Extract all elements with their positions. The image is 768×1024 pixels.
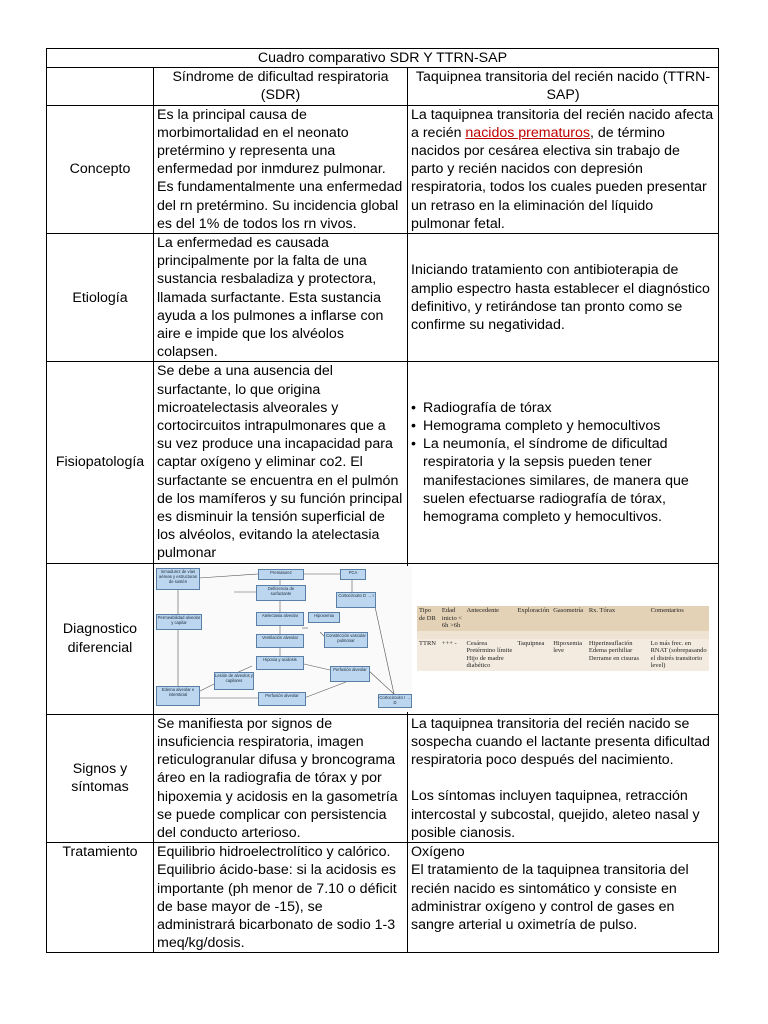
ttrn-paragraph: Oxígeno [411, 844, 465, 861]
flow-box: PCA [340, 569, 366, 580]
mini-header-cell: Antecedente [465, 606, 516, 631]
row-concepto [47, 105, 719, 233]
row-label: Signos y síntomas [47, 714, 154, 842]
mini-header-cell: Tipo de DR [417, 606, 440, 631]
row-signos [47, 714, 719, 842]
empty-header-cell [47, 68, 154, 105]
flow-box: Permeabilidad alveolar y capilar [156, 614, 202, 630]
mini-header-cell: Exploración [515, 606, 551, 631]
flowchart-cell [154, 563, 411, 714]
row-tratamiento [47, 843, 719, 953]
mini-cell: Cesárea Pretérmino límite Hijo de madre diabético [465, 639, 516, 671]
flow-box: Deficiencia de surfactante [256, 585, 306, 601]
ttrn-text-2: , de término nacidos por cesárea electiva sin trabajo de parto y recién nacidos con depresión respiratoria, todos los cuales pueden presentar un retraso en la eliminación del líquido pulmonar fetal. [411, 124, 707, 232]
flow-box: Lesión de alveolos y capilares [214, 672, 254, 690]
paragraph-gap [411, 769, 715, 787]
flow-box: Constricción vascular pulmonar [324, 632, 368, 648]
row-label: Concepto [47, 105, 154, 233]
sdr-cell: Se manifiesta por signos de insuficiencia respiratoria, imagen reticulogranular difusa y broncograma áreo en la radiografia de tórax y por hipoxemia y acidosis en la gasometría se puede complicar con persistencia del conducto arterioso. [154, 714, 408, 842]
flow-box: Cortocircuito I → D [378, 694, 412, 708]
sdr-cell: Se debe a una ausencia del surfactante, lo que origina microatelectasis alveorales y cortocircuitos intrapulmonares que a su vez produce una incapacidad para captar oxígeno y eliminar co2. El surfactante se encuentra en el pulmón de los mamíferos y su función principal es disminuir la tensión superficial de los alvéolos, evitando la atelectasia pulmonar [154, 362, 408, 563]
sdr-cell: Equilibrio hidroelectrolítico y calórico. Equilibrio ácido-base: si la acidosis es importante (ph menor de 7.10 o déficit de base mayor de -15), se administrará bicarbonato de sodio 1-3 meq/kg/dosis. [154, 843, 408, 953]
flow-box: Hipoxia y acidosis [256, 656, 304, 670]
bullet-list [411, 399, 715, 526]
list-item: • La neumonía, el síndrome de dificultad respiratoria y la sepsis pueden tener manifestaciones similares, de manera que suelen efectuarse radiografía de tórax, hemograma completo y hemocultivos. [423, 435, 715, 526]
ttrn-cell [408, 362, 719, 563]
mini-table-spacer [417, 631, 709, 639]
sdr-cell: Es la principal causa de morbimortalidad en el neonato pretérmino y representa una enfermedad por inmdurez pulmonar. Es fundamentalmente una enfermedad del rn pretérmino. Su incidencia global es del 1% de todos los rn vivos. [154, 105, 408, 233]
prematuros-link[interactable]: nacidos prematuros [465, 124, 591, 141]
mini-cell: +++ - [440, 639, 465, 671]
header-row [47, 68, 719, 105]
flow-box: Ventilación alveolar [256, 634, 304, 648]
ttrn-paragraph: Los síntomas incluyen taquipnea, retracción intercostal y subcostal, quejido, aleteo nasal y posible cianosis. [411, 788, 700, 841]
mini-cell: Hipoxemia leve [551, 639, 587, 671]
row-etiologia [47, 234, 719, 362]
row-label: Fisiopatología [47, 362, 154, 563]
ttrn-paragraph: El tratamiento de la taquipnea transitoria del recién nacido es sintomático y consiste en administrar oxígeno y control de gases en sangre arterial u oximetría de pulso. [411, 862, 689, 933]
title-row [47, 49, 719, 68]
row-label: Tratamiento [47, 843, 154, 953]
ttrn-cell: Iniciando tratamiento con antibioterapia de amplio espectro hasta establecer el diagnóstico definitivo, y retirándose tan pronto como se confirme su negatividad. [408, 234, 719, 362]
mini-cell: Hiperinsuflación Edema perihiliar Derrame en cisuras [587, 639, 649, 671]
flow-box: Inmadurez de vías aéreas y estructuras de sostén [156, 568, 200, 590]
table-title: Cuadro comparativo SDR Y TTRN-SAP [47, 49, 719, 68]
flow-box: Prematurez [258, 569, 304, 580]
ttrn-cell [408, 714, 719, 842]
flow-box: Cortocircuito D → I [336, 592, 376, 608]
pathophysiology-flowchart [154, 566, 412, 712]
ttrn-header: Taquipnea transitoria del recién nacido (TTRN-SAP) [408, 68, 719, 105]
flow-box: Hipoxemia [308, 612, 340, 623]
mini-cell: Taquipnea [515, 639, 551, 671]
ttrn-paragraph: La taquipnea transitoria del recién nacido se sospecha cuando el lactante presenta dificultad respiratoria poco después del nacimiento. [411, 715, 710, 769]
sdr-header: Síndrome de dificultad respiratoria (SDR) [154, 68, 408, 105]
mini-table-cell [408, 563, 719, 714]
differential-mini-table [417, 606, 709, 671]
ttrn-cell [408, 843, 719, 953]
flow-box: Perfusión alveolar [330, 666, 370, 682]
sdr-cell: La enfermedad es causada principalmente por la falta de una sustancia resbaladiza y protectora, llamada surfactante. Esta sustancia ayuda a los pulmones a inflarse con aire e impide que los alvéolos colapsen. [154, 234, 408, 362]
row-label: Etiología [47, 234, 154, 362]
mini-header-cell: Rx. Tórax [587, 606, 649, 631]
comparison-table [46, 48, 719, 953]
row-label: Diagnostico diferencial [47, 563, 154, 714]
flow-box: Perfusión alveolar [258, 692, 306, 706]
mini-table-header [417, 606, 709, 631]
mini-cell: TTRN [417, 639, 440, 671]
flow-box: Atelectasia alveolar [256, 612, 304, 626]
list-item: • Radiografía de tórax [423, 399, 715, 417]
flow-box: Edema alveolar e intersticial [156, 686, 200, 706]
mini-header-cell: Comentarios [649, 606, 709, 631]
ttrn-cell [408, 105, 719, 233]
row-fisiopatologia [47, 362, 719, 563]
list-item: • Hemograma completo y hemocultivos [423, 417, 715, 435]
mini-cell: Lo más frec. en RNAT (sobrepasando el distrés transitorio level) [649, 639, 709, 671]
ttrn-text-1: La taquipnea transitoria del recién nacido afecta a recién [411, 106, 714, 141]
mini-table-row [417, 639, 709, 671]
mini-header-cell: Gasometría [551, 606, 587, 631]
mini-header-cell: Edad inicio < 6h >6h [440, 606, 465, 631]
row-diagnostico [47, 563, 719, 714]
